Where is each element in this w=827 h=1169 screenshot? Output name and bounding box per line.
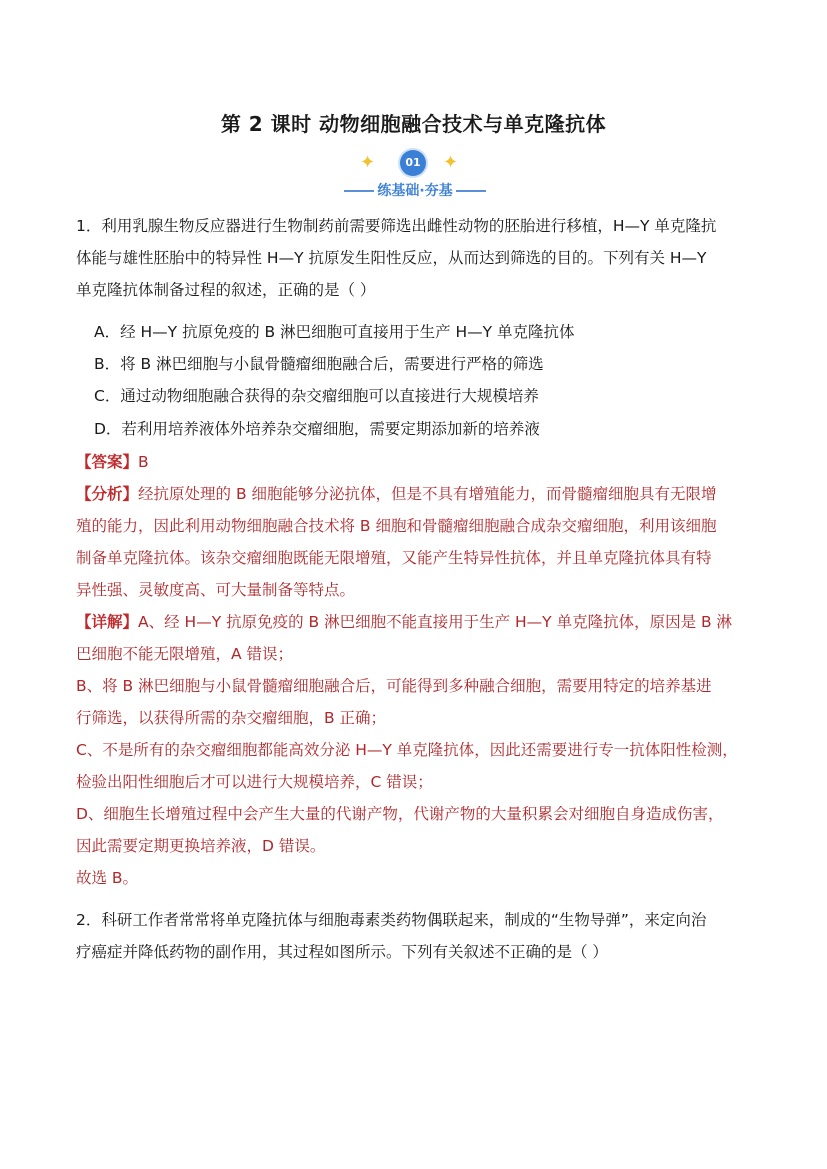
analysis-line: 异性强、灵敏度高、可大量制备等特点。 [76,581,356,599]
detail-line: 行筛选，以获得所需的杂交瘤细胞，B 正确； [76,709,387,727]
detail-line: B、将 B 淋巴细胞与小鼠骨髓瘤细胞融合后，可能得到多种融合细胞，需要用特定的培养基进 [76,677,712,695]
analysis-line: 殖的能力，因此利用动物细胞融合技术将 B 细胞和骨髓瘤细胞融合成杂交瘤细胞，利用该细胞 [76,517,717,535]
question-1-stem [76,210,756,306]
detail-line: 巴细胞不能无限增殖，A 错误； [76,645,294,663]
solution-block [76,446,756,894]
badge-label: 练基础·夯基 [377,183,453,199]
detail-line: 故选 B。 [76,869,139,887]
answer-line [76,446,756,478]
answer-value: B [138,453,149,471]
question-2-stem [76,904,756,968]
page-title: 第 2 课时 动物细胞融合技术与单克隆抗体 [220,112,607,136]
question-line: 1．利用乳腺生物反应器进行生物制药前需要筛选出雌性动物的胚胎进行移植，H—Y 单克隆抗 [76,217,717,235]
detail-line [76,606,756,638]
option-c: C．通过动物细胞融合获得的杂交瘤细胞可以直接进行大规模培养 [94,387,539,405]
analysis-tag: 【分析】 [76,485,139,503]
detail-text: A、经 H—Y 抗原免疫的 B 淋巴细胞不能直接用于生产 H—Y 单克隆抗体，原因是 B 淋 [138,613,733,631]
divider [456,190,486,192]
question-line: 单克隆抗体制备过程的叙述，正确的是（ ） [76,281,376,299]
sparkle-icon: ✦ [443,152,459,173]
option-d: D．若利用培养液体外培养杂交瘤细胞，需要定期添加新的培养液 [94,420,540,438]
analysis-line: 制备单克隆抗体。该杂交瘤细胞既能无限增殖，又能产生特异性抗体，并且单克隆抗体具有特 [76,549,712,567]
analysis-line [76,478,756,510]
detail-tag: 【详解】 [76,613,139,631]
detail-line: C、不是所有的杂交瘤细胞都能高效分泌 H—Y 单克隆抗体，因此还需要进行专一抗体阳性检测， [76,741,738,759]
detail-line: 因此需要定期更换培养液，D 错误。 [76,837,326,855]
question-line: 疗癌症并降低药物的副作用，其过程如图所示。下列有关叙述不正确的是（ ） [76,943,608,961]
question-line: 2．科研工作者常常将单克隆抗体与细胞毒素类药物偶联起来，制成的“生物导弹”，来定向治 [76,911,707,929]
section-badge [340,146,490,200]
option-a: A．经 H—Y 抗原免疫的 B 淋巴细胞可直接用于生产 H—Y 单克隆抗体 [94,323,575,341]
answer-tag: 【答案】 [76,453,139,471]
divider [344,190,374,192]
sparkle-icon: ✦ [360,152,376,173]
badge-number: 01 [400,150,426,176]
detail-line: D、细胞生长增殖过程中会产生大量的代谢产物，代谢产物的大量积累会对细胞自身造成伤害， [76,805,724,823]
option-b: B．将 B 淋巴细胞与小鼠骨髓瘤细胞融合后，需要进行严格的筛选 [94,355,544,373]
detail-line: 检验出阳性细胞后才可以进行大规模培养，C 错误； [76,773,433,791]
analysis-text: 经抗原处理的 B 细胞能够分泌抗体，但是不具有增殖能力，而骨髓瘤细胞具有无限增 [138,485,717,503]
question-line: 体能与雄性胚胎中的特异性 H—Y 抗原发生阳性反应，从而达到筛选的目的。下列有关 H—Y [76,249,707,267]
